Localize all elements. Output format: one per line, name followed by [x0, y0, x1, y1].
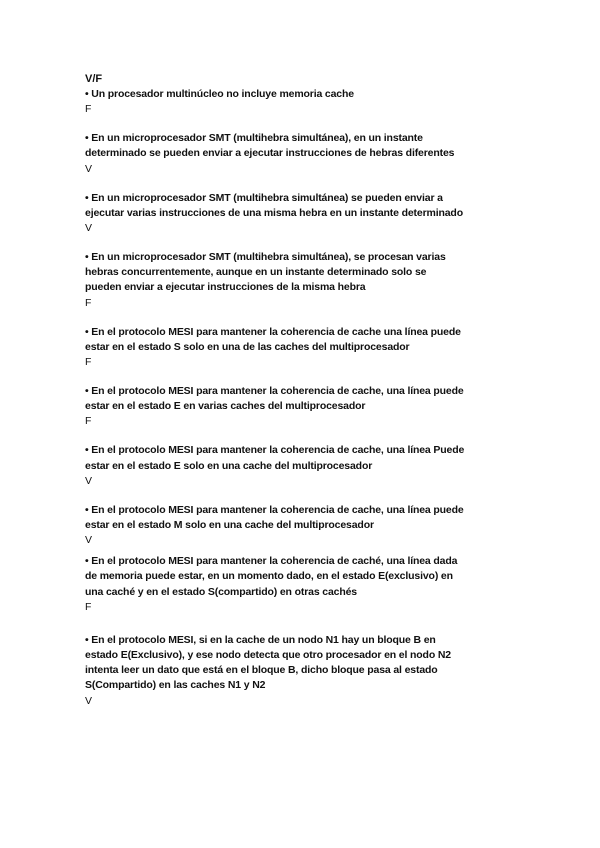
question-text: • En el protocolo MESI para mantener la coherencia de cache, una línea Puede estar en el estado E solo en una cache del multiprocesador	[85, 444, 465, 472]
question-text: • En el protocolo MESI para mantener la coherencia de cache una línea puede estar en el estado S solo en una de las caches del multiprocesador	[85, 325, 461, 353]
document-heading: V/F	[85, 73, 103, 85]
list-item	[85, 443, 465, 488]
list-item	[85, 384, 465, 429]
list-item	[85, 503, 465, 548]
document-content	[85, 72, 465, 709]
list-item	[85, 250, 465, 311]
question-text: • En un microprocesador SMT (multihebra simultánea) se pueden enviar a ejecutar varias instrucciones de una misma hebra en un instante determinado	[85, 191, 463, 219]
question-text: • En el protocolo MESI, si en la cache de un nodo N1 hay un bloque B en estado E(Exclusivo), y ese nodo detecta que otro procesador en el nodo N2 intenta leer un dato que está en el bloque B, dicho bloque pasa al estado S(Compartido) en las caches N1 y N2	[85, 633, 451, 692]
answer-text: V	[85, 222, 93, 235]
question-text: • Un procesador multinúcleo no incluye memoria cache	[85, 88, 354, 100]
answer-text: F	[85, 415, 92, 428]
list-item	[85, 87, 465, 117]
answer-text: F	[85, 356, 92, 369]
question-text: • En un microprocesador SMT (multihebra simultánea), se procesan varias hebras concurrentemente, aunque en un instante determinado solo se pueden enviar a ejecutar instrucciones de la misma hebra	[85, 251, 446, 294]
question-text: • En el protocolo MESI para mantener la coherencia de cache, una línea puede estar en el estado E en varias caches del multiprocesador	[85, 385, 464, 413]
answer-text: V	[85, 162, 93, 175]
list-item	[85, 554, 465, 615]
question-text: • En el protocolo MESI para mantener la coherencia de caché, una línea dada de memoria puede estar, en un momento dado, en el estado E(exclusivo) en una caché y en el estado S(compartido) en otras cachés	[85, 555, 458, 598]
answer-text: V	[85, 474, 93, 487]
list-item	[85, 191, 465, 236]
answer-text: F	[85, 103, 92, 116]
answer-text: V	[85, 534, 93, 547]
answer-text: V	[85, 694, 93, 707]
answer-text: F	[85, 600, 92, 613]
question-text: • En un microprocesador SMT (multihebra simultánea), en un instante determinado se pueden enviar a ejecutar instrucciones de hebras diferentes	[85, 132, 455, 160]
list-item	[85, 633, 465, 709]
question-text: • En el protocolo MESI para mantener la coherencia de cache, una línea puede estar en el estado M solo en una cache del multiprocesador	[85, 503, 464, 532]
answer-text: F	[85, 296, 92, 309]
list-item	[85, 325, 465, 370]
list-item	[85, 131, 465, 176]
